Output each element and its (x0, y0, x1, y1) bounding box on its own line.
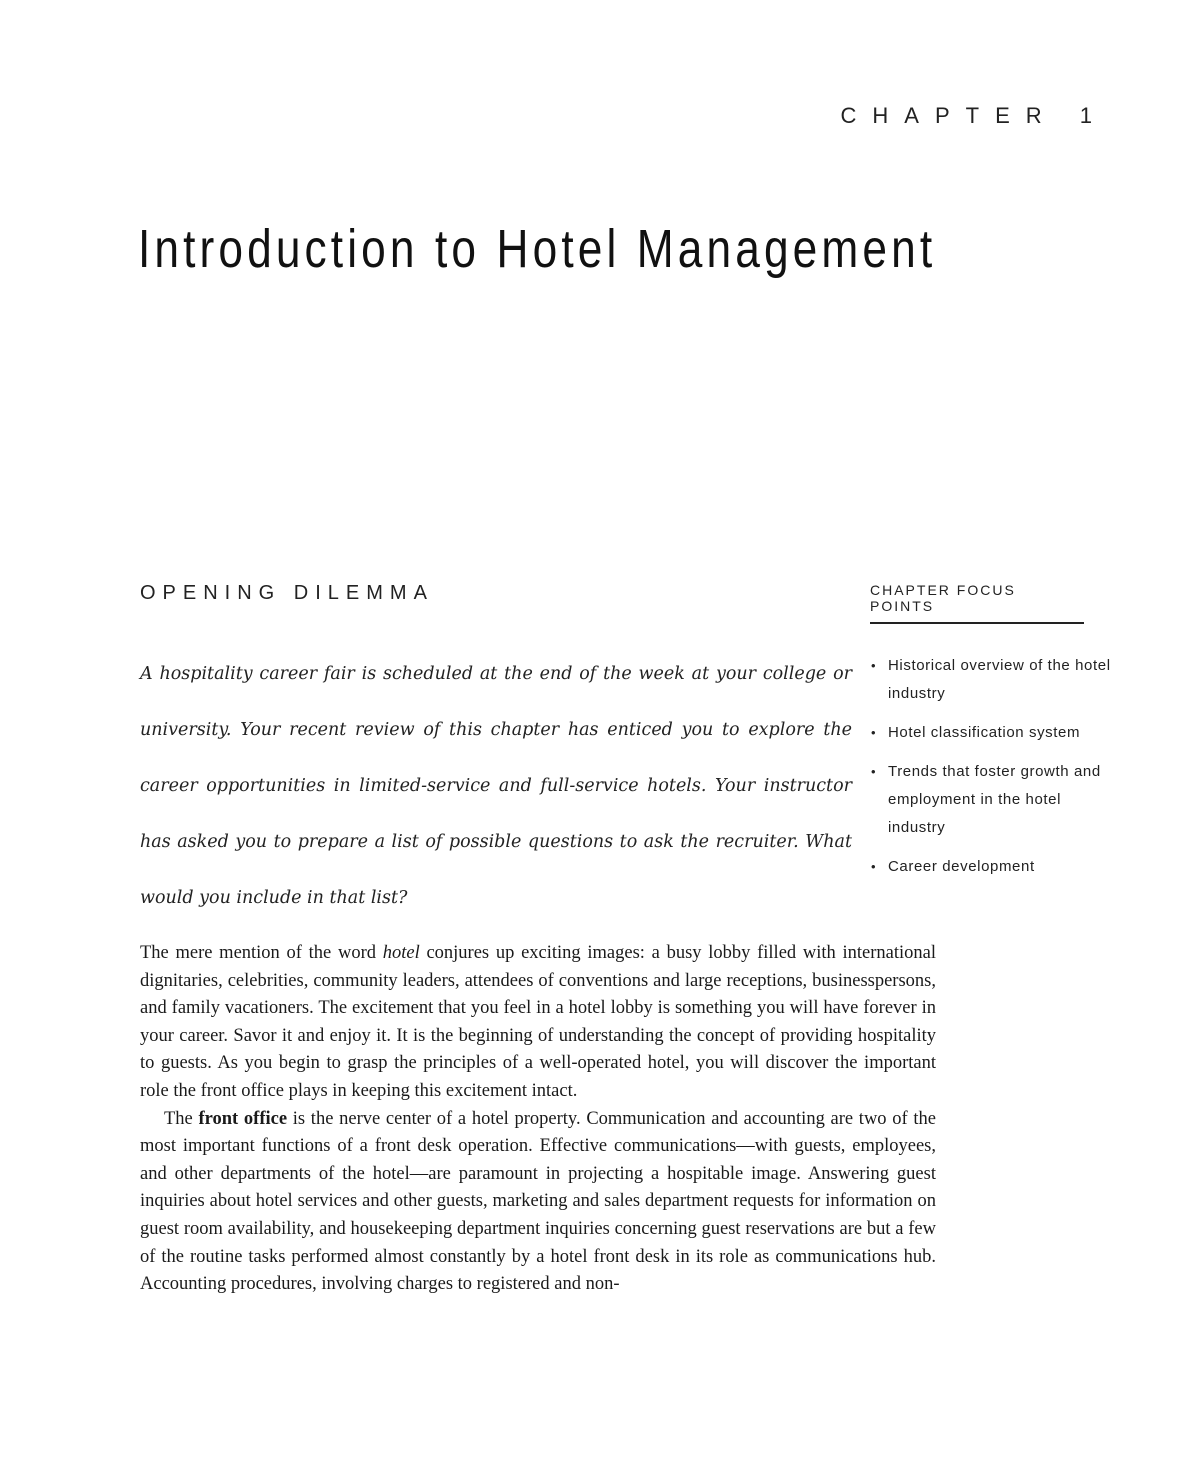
chapter-label: CHAPTER 1 (840, 103, 1108, 128)
term-hotel: hotel (382, 943, 420, 963)
focus-point-text: Trends that foster growth and employment in the hotel industry (888, 763, 1101, 836)
focus-point-text: Career development (888, 858, 1035, 875)
focus-points-list (870, 652, 1115, 881)
opening-dilemma-text: A hospitality career fair is scheduled at the end of the week at your college or university. Your recent review of this chapter has enticed you to explore the career opportunities in limited-service and full-service hotels. Your instructor has asked you to prepare a list of possible questions to ask the recruiter. What would you include in that list? (140, 664, 852, 908)
text-run: The mere mention of the word (140, 943, 383, 963)
chapter-focus-points (870, 582, 1115, 892)
text-run: conjures up exciting images: a busy lobby filled with international dignitaries, celebrities, community leaders, attendees of conventions and large receptions, businesspersons, and family vacationers. The excitement that you feel in a hotel lobby is something you will have forever in your career. Savor it and enjoy it. It is the beginning of understanding the concept of providing hospitality to guests. As you begin to grasp the principles of a well-operated hotel, you will discover the important role the front office plays in keeping this excitement intact. (140, 943, 936, 1101)
term-front-office: front office (198, 1108, 288, 1129)
bullet-icon: • (871, 859, 877, 874)
bullet-icon: • (871, 725, 877, 740)
focus-point-text: Hotel classification system (888, 724, 1081, 741)
focus-point-item (870, 652, 1115, 708)
focus-point-item (870, 758, 1115, 842)
focus-points-heading: CHAPTER FOCUS POINTS (870, 582, 1084, 624)
bullet-icon: • (871, 658, 877, 673)
text-run: The (164, 1108, 199, 1129)
focus-point-item (870, 853, 1115, 881)
body-paragraph (140, 1106, 936, 1299)
text-run: is the nerve center of a hotel property. Communication and accounting are two of the most important functions of a front desk operation. Effective communications—with guests, employees, and other departments of the hotel—are paramount in projecting a hospitable image. Answering guest inquiries about hotel services and other guests, marketing and sales department requests for information on guest room availability, and housekeeping department inquiries concerning guest reservations are but a few of the routine tasks performed almost constantly by a hotel front desk in its role as communications hub. Accounting procedures, involving charges to registered and non- (140, 1108, 936, 1295)
focus-point-item (870, 719, 1115, 747)
body-text (140, 940, 936, 1299)
opening-dilemma-heading: OPENING DILEMMA (140, 582, 434, 604)
focus-point-text: Historical overview of the hotel industry (888, 657, 1111, 702)
bullet-icon: • (871, 764, 877, 779)
body-paragraph (140, 940, 936, 1106)
page-title: Introduction to Hotel Management (138, 219, 937, 279)
